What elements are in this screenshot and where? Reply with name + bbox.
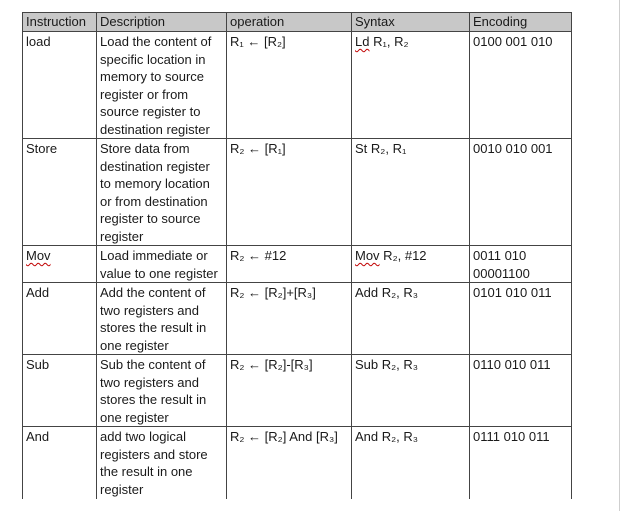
table-row-and xyxy=(23,427,572,500)
cell-encoding: 0111 010 011 xyxy=(470,427,572,500)
syntax-operands: R₂, R₃ xyxy=(378,357,419,372)
cell-instruction: And xyxy=(23,427,97,500)
instruction-set-table xyxy=(22,12,572,499)
cell-operation: R₂ ← [R₂]-[R₃] xyxy=(227,355,352,427)
cell-instruction: Store xyxy=(23,139,97,246)
cell-syntax xyxy=(352,246,470,283)
cell-operation: R₂ ← #12 xyxy=(227,246,352,283)
cell-description: add two logical registers and store the result in one register xyxy=(97,427,227,500)
cell-syntax xyxy=(352,32,470,139)
header-instruction: Instruction xyxy=(23,13,97,32)
syntax-mnemonic: Ld xyxy=(355,34,370,49)
table-row-add xyxy=(23,283,572,355)
cell-operation: R₂ ← [R₂]+[R₃] xyxy=(227,283,352,355)
syntax-mnemonic: And xyxy=(355,429,379,444)
cell-instruction: Add xyxy=(23,283,97,355)
syntax-mnemonic: Sub xyxy=(355,357,379,372)
syntax-operands: R₂, R₁ xyxy=(367,141,407,156)
cell-description: Load the content of specific location in memory to source register or from source register to destination register xyxy=(97,32,227,139)
header-syntax: Syntax xyxy=(352,13,470,32)
table-row-load xyxy=(23,32,572,139)
syntax-mnemonic: Add xyxy=(355,285,379,300)
cell-description: Store data from destination register to memory location or from destination register to source register xyxy=(97,139,227,246)
cell-description: Add the content of two registers and stores the result in one register xyxy=(97,283,227,355)
cell-operation: R₂ ← [R₁] xyxy=(227,139,352,246)
table-row-sub xyxy=(23,355,572,427)
syntax-operands: R₂, R₃ xyxy=(378,285,419,300)
cell-operation: R₁ ← [R₂] xyxy=(227,32,352,139)
cell-encoding: 0100 001 010 xyxy=(470,32,572,139)
table-header-row xyxy=(23,13,572,32)
cell-description: Sub the content of two registers and stores the result in one register xyxy=(97,355,227,427)
table-row-store xyxy=(23,139,572,246)
syntax-mnemonic: St xyxy=(355,141,368,156)
cell-encoding: 0011 010 00001100 xyxy=(470,246,572,283)
syntax-operands: R₂, R₃ xyxy=(378,429,419,444)
table-row-mov xyxy=(23,246,572,283)
page-edge-divider xyxy=(619,0,620,511)
cell-syntax xyxy=(352,139,470,246)
syntax-operands: R₁, R₂ xyxy=(369,34,409,49)
cell-syntax xyxy=(352,283,470,355)
cell-encoding: 0010 010 001 xyxy=(470,139,572,246)
cell-encoding: 0101 010 011 xyxy=(470,283,572,355)
cell-description: Load immediate or value to one register xyxy=(97,246,227,283)
instruction-name: Mov xyxy=(26,248,51,263)
header-description: Description xyxy=(97,13,227,32)
cell-instruction: Sub xyxy=(23,355,97,427)
cell-encoding: 0110 010 011 xyxy=(470,355,572,427)
syntax-operands: R₂, #12 xyxy=(379,248,427,263)
header-operation: operation xyxy=(227,13,352,32)
header-encoding: Encoding xyxy=(470,13,572,32)
cell-instruction: load xyxy=(23,32,97,139)
cell-syntax xyxy=(352,427,470,500)
syntax-mnemonic: Mov xyxy=(355,248,380,263)
cell-syntax xyxy=(352,355,470,427)
cell-operation: R₂ ← [R₂] And [R₃] xyxy=(227,427,352,500)
cell-instruction xyxy=(23,246,97,283)
